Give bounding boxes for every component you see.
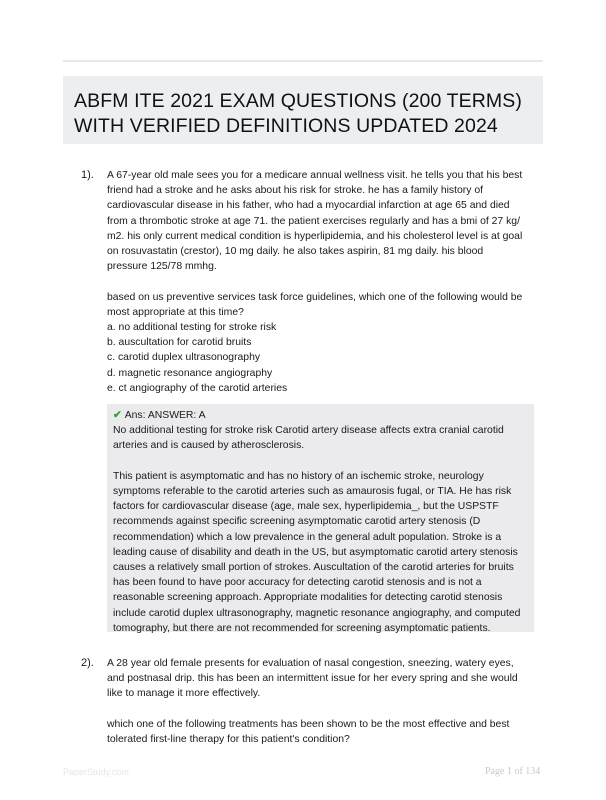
answer-header bbox=[113, 408, 534, 423]
answer-option-b: b. auscultation for carotid bruits bbox=[107, 337, 252, 349]
question-stem bbox=[107, 656, 543, 747]
prompt-line: which one of the following treatments has been shown to be the most effective and best bbox=[107, 718, 510, 730]
explanation-line: causes a relatively small portion of strokes. Auscultation of the carotid arteries for bruits bbox=[113, 562, 514, 574]
answer-explanation-box bbox=[107, 404, 534, 632]
explanation-line: recommendation) which a low prevalence in the general adult population. Stroke is a bbox=[113, 531, 502, 543]
page-number: Page 1 of 134 bbox=[485, 766, 541, 777]
stem-line: and postnasal drip. this has been an intermittent issue for her every spring and she would bbox=[107, 673, 518, 685]
answer-option-c: c. carotid duplex ultrasonography bbox=[107, 352, 261, 364]
explanation-line: symptoms referable to the carotid arteries such as amaurosis fugal, or TIA. He has risk bbox=[113, 486, 512, 497]
document-title-line-2: WITH VERIFIED DEFINITIONS UPDATED 2024 bbox=[74, 115, 498, 137]
question-number: 2). bbox=[81, 657, 94, 669]
stem-line: A 67-year old male sees you for a medicare annual wellness visit. he tells you that his best bbox=[107, 170, 523, 181]
document-title-line-1: ABFM ITE 2021 EXAM QUESTIONS (200 TERMS) bbox=[74, 90, 522, 112]
prompt-line: based on us preventive services task force guidelines, which one of the following would be bbox=[107, 291, 523, 303]
explanation-line: factors for cardiovascular disease (age, male sex, hyperlipidemia_, but the USPSTF bbox=[113, 501, 499, 513]
prompt-line: most appropriate at this time? bbox=[107, 306, 244, 318]
document-title-banner bbox=[63, 76, 543, 144]
question-stem bbox=[107, 168, 543, 396]
explanation-line: include carotid duplex ultrasonography, magnetic resonance angiography, and computed bbox=[113, 607, 521, 619]
answer-option-a: a. no additional testing for stroke risk bbox=[107, 322, 277, 334]
stem-line: on rosuvastatin (crestor), 10 mg daily. he also takes aspirin, 81 mg daily. his blood bbox=[107, 246, 484, 258]
explanation-line: No additional testing for stroke risk Carotid artery disease affects extra cranial carotid bbox=[113, 425, 504, 437]
explanation-line: arteries and is caused by atherosclerosis. bbox=[113, 440, 305, 452]
explanation-line: reasonable screening approach. Appropriate modalities for detecting carotid stenosis bbox=[113, 592, 503, 604]
explanation-line: has been found to have poor accuracy for detecting carotid stenosis and is not a bbox=[113, 577, 482, 589]
top-divider bbox=[63, 60, 543, 62]
explanation-line: leading cause of disability and death in the US, but asymptomatic carotid artery stenosis bbox=[113, 546, 518, 558]
stem-line: cardiovascular disease in his father, who had a myocardial infarction at age 65 and died bbox=[107, 200, 510, 212]
answer-label: Ans: ANSWER: A bbox=[124, 410, 206, 421]
answer-option-e: e. ct angiography of the carotid arteries bbox=[107, 382, 288, 394]
stem-line: friend had a stroke and he asks about his risk for stroke. he has a family history of bbox=[107, 185, 483, 197]
checkmark-icon: ✔ bbox=[113, 410, 122, 421]
watermark-text: PaperStudy.com bbox=[63, 767, 129, 777]
explanation-line: tomography, but there are not recommended for screening asymptomatic patients. bbox=[113, 622, 491, 634]
stem-line: like to manage it more effectively. bbox=[107, 688, 261, 700]
explanation-line: recommends against specific screening asymptomatic carotid artery stenosis (D bbox=[113, 516, 481, 528]
answer-option-d: d. magnetic resonance angiography bbox=[107, 367, 273, 379]
explanation-line: This patient is asymptomatic and has no history of an ischemic stroke, neurology bbox=[113, 470, 484, 482]
stem-line: from a thrombotic stroke at age 71. the patient exercises regularly and has a bmi of 27 kg/ bbox=[107, 215, 520, 227]
stem-line: A 28 year old female presents for evaluation of nasal congestion, sneezing, watery eyes, bbox=[107, 658, 514, 669]
stem-line: m2. his only current medical condition is hyperlipidemia, and his cholesterol level is at goal bbox=[107, 230, 523, 242]
prompt-line: tolerated first-line therapy for this patient's condition? bbox=[107, 734, 350, 745]
stem-line: pressure 125/78 mmhg. bbox=[107, 261, 217, 273]
question-number: 1). bbox=[81, 169, 94, 181]
